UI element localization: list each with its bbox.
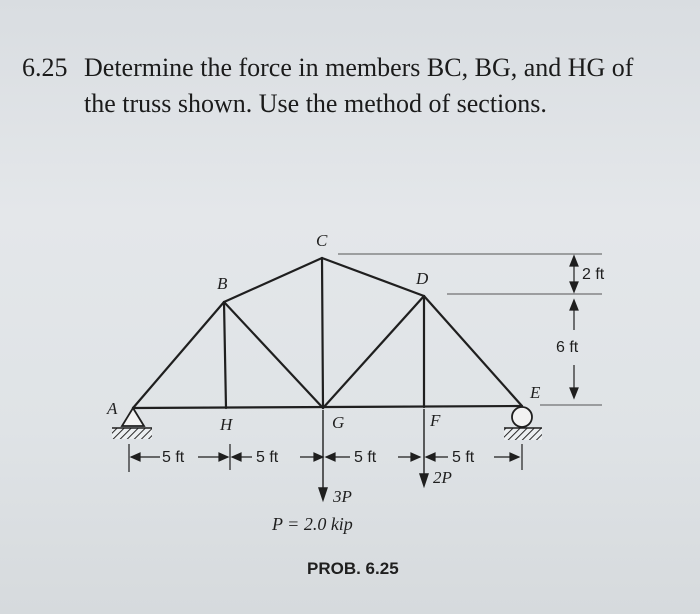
member-CG — [322, 258, 323, 408]
height-reference-lines — [338, 254, 602, 405]
joint-label-G: G — [332, 413, 345, 432]
figure-caption: PROB. 6.25 — [307, 559, 399, 578]
load-label-2P: 2P — [433, 468, 452, 487]
joint-label-C: C — [316, 231, 328, 250]
member-AE-bottom-chord — [133, 406, 522, 408]
member-DE — [424, 296, 522, 406]
pin-support-A — [112, 408, 152, 439]
height-labels — [556, 266, 605, 356]
span-label-FE: 5 ft — [452, 449, 475, 466]
joint-label-E: E — [530, 383, 541, 402]
member-CD — [322, 258, 424, 296]
joint-label-D: D — [416, 269, 429, 288]
load-label-3P: 3P — [333, 487, 352, 506]
span-label-AH: 5 ft — [162, 449, 185, 466]
span-label-HG: 5 ft — [256, 449, 279, 466]
joint-label-F: F — [430, 411, 441, 430]
height-label-main: 6 ft — [556, 339, 579, 356]
member-BG — [224, 302, 323, 408]
member-DG — [323, 296, 424, 408]
problem-text-line-2: the truss shown. Use the method of sections. — [84, 89, 547, 118]
given-load-value: P = 2.0 kip — [272, 514, 353, 534]
joint-label-A: A — [107, 399, 118, 418]
member-BC — [224, 258, 322, 302]
truss-members — [133, 258, 522, 408]
height-dimension-arrows — [570, 256, 578, 398]
roller-support-E — [504, 407, 542, 440]
problem-number: 6.25 — [22, 53, 68, 82]
height-label-top: 2 ft — [582, 266, 605, 283]
member-AB — [133, 302, 224, 408]
joint-label-H: H — [220, 415, 233, 434]
joint-label-B: B — [217, 274, 228, 293]
problem-text-line-1: Determine the force in members BC, BG, and HG of — [84, 53, 634, 82]
member-BH — [224, 302, 226, 408]
span-label-GF: 5 ft — [354, 449, 377, 466]
